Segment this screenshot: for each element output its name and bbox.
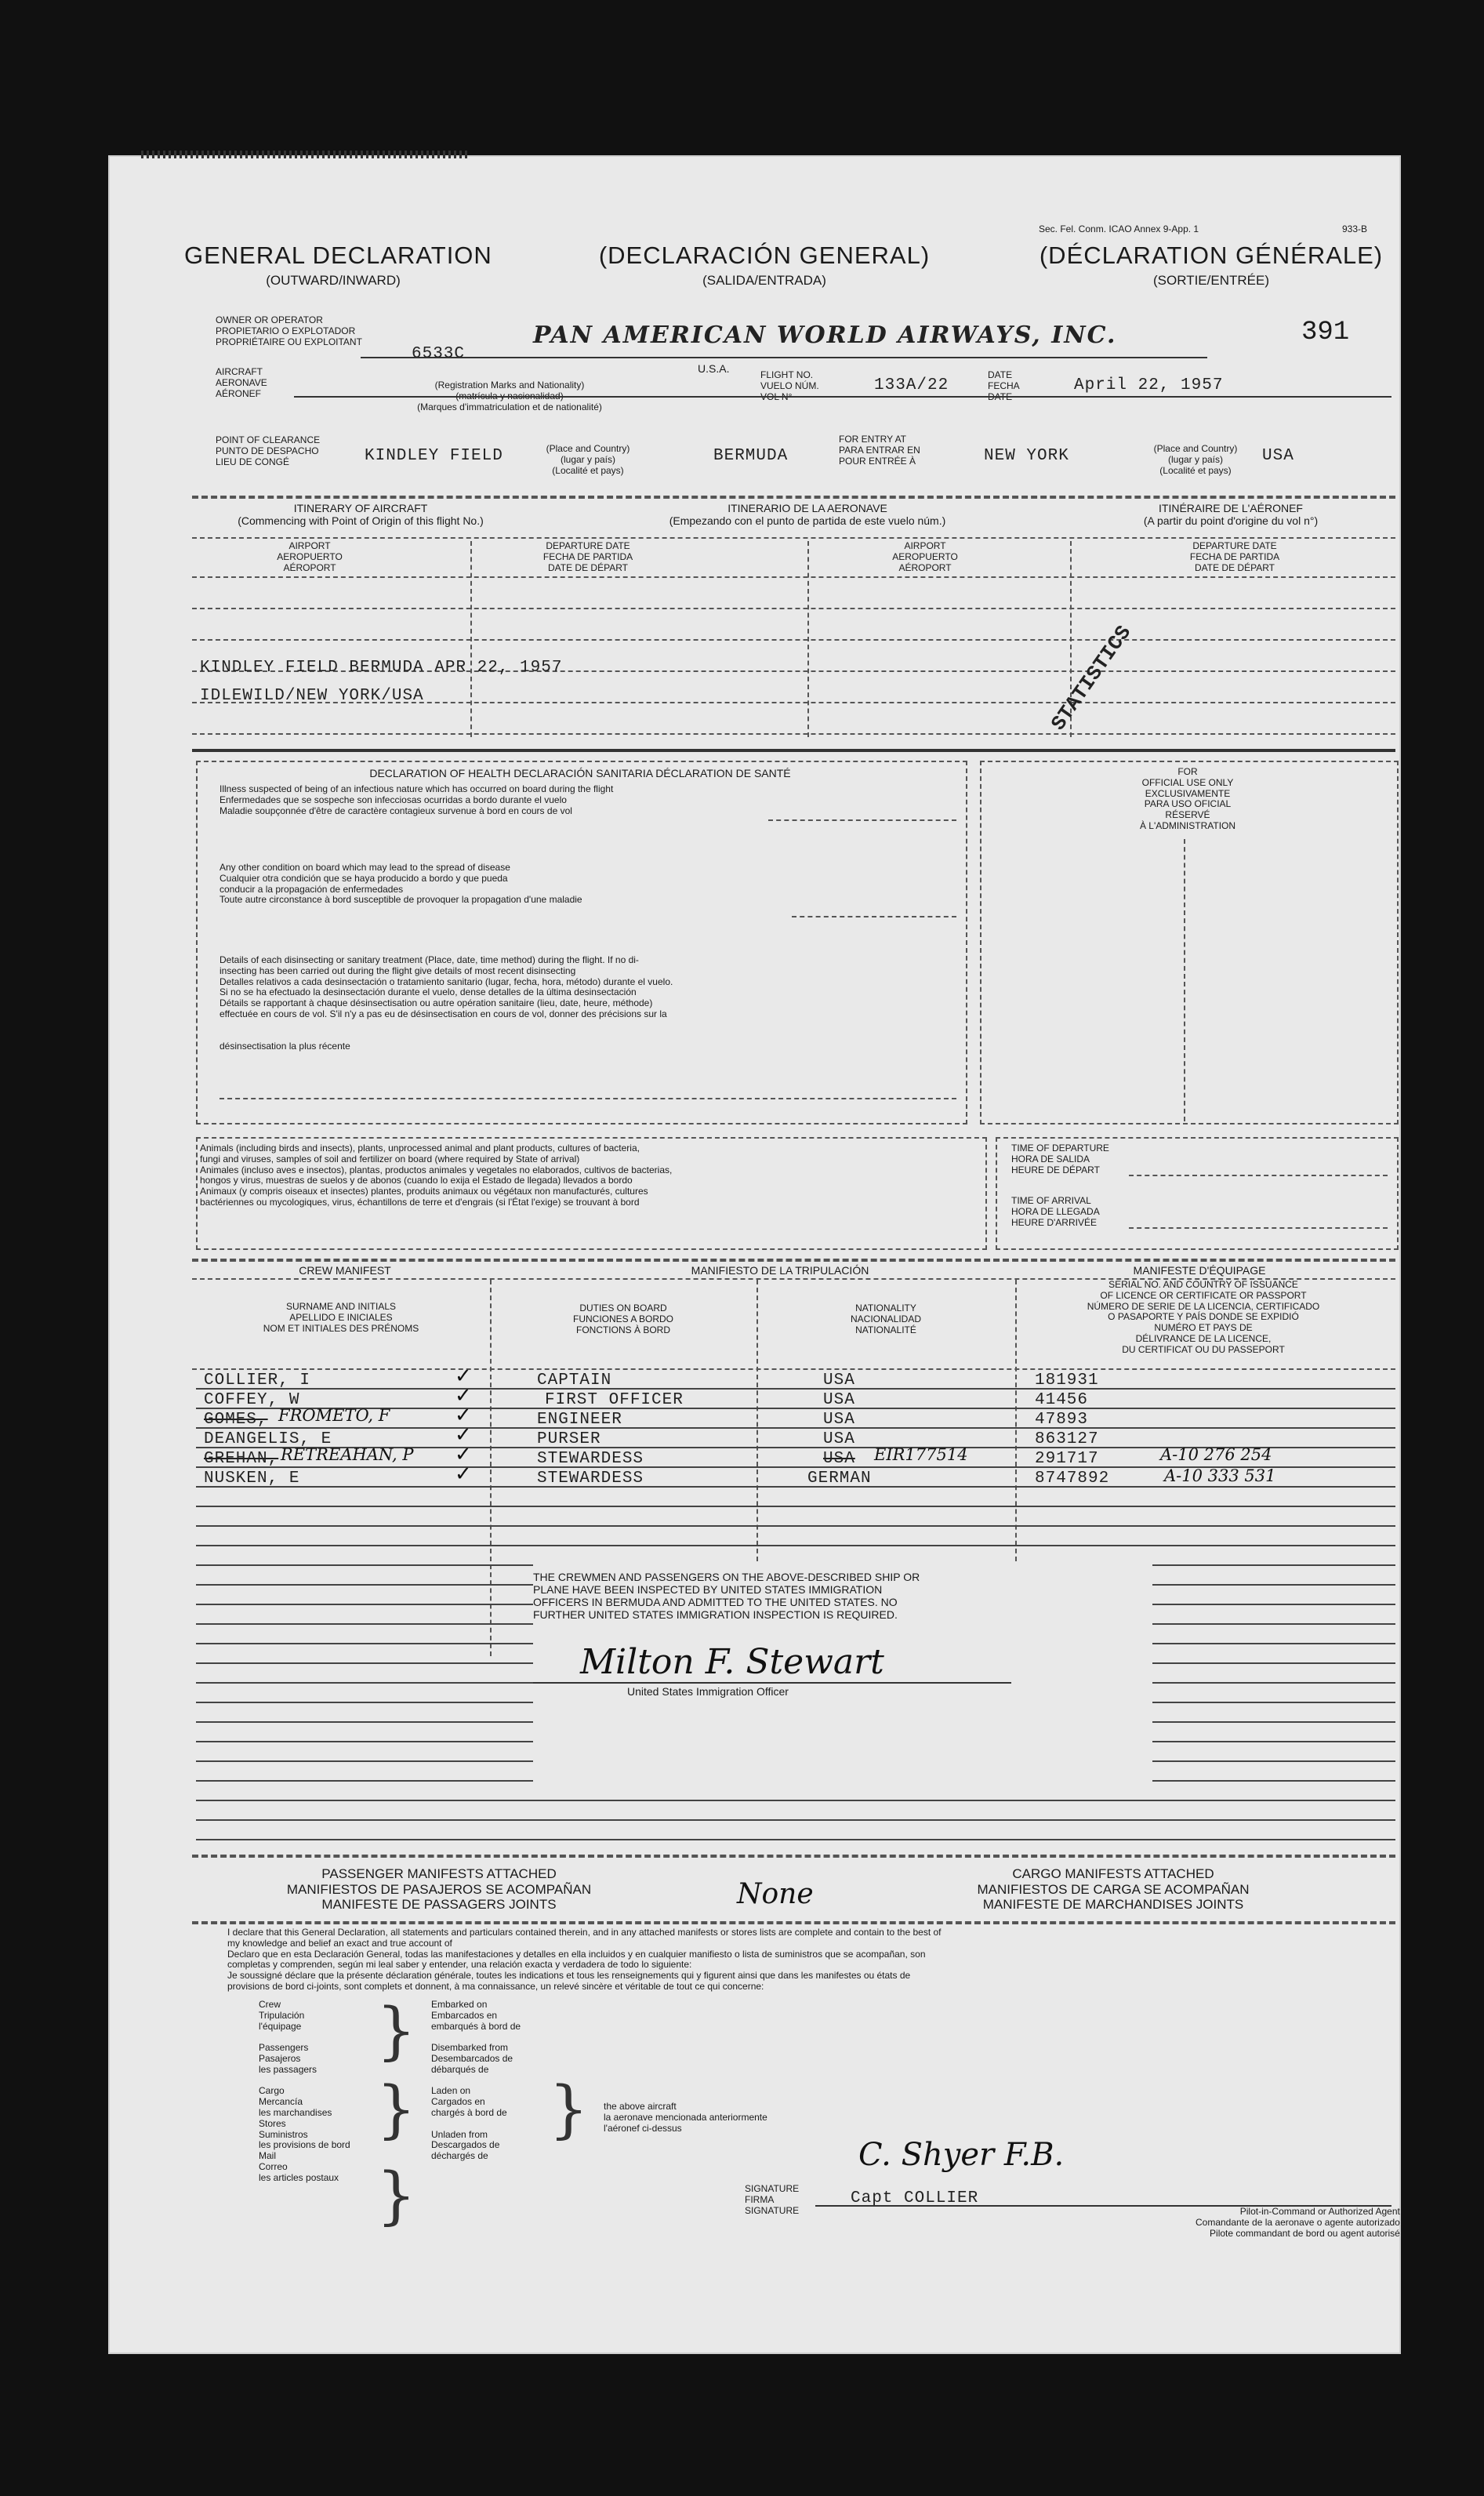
crew-title-fr: MANIFESTE D'ÉQUIPAGE xyxy=(1133,1264,1266,1277)
crew-name-handwritten: RETREAHAN, P xyxy=(281,1445,414,1464)
crew-col-name: SURNAME AND INITIALS APELLIDO E INICIALES NOM ET INITIALES DES PRÉNOMS xyxy=(263,1301,419,1334)
registration-note: (Registration Marks and Nationality) (matrícula y nacionalidad) (Marques d'immatriculation et de nationalité) xyxy=(417,380,602,412)
crew-nationality: USA xyxy=(823,1391,855,1409)
health-condition-text: Any other condition on board which may lead to the spread of disease Cualquier otra condición que se haya producido a bordo y que pueda conducir a la propagación de enfermedades Toute autre circonstance à bord susceptible de provoquer la propagation d'une maladie xyxy=(220,862,582,906)
check-mark-icon: ✓ xyxy=(455,1443,472,1466)
officer-signature-line xyxy=(533,1682,1011,1684)
crew-license: 863127 xyxy=(1035,1430,1099,1448)
health-treatment-text: Details of each disinsecting or sanitary treatment (Place, date, time method) during the flight. If no di- insecting has been carried out during the flight give details of most recent disinsecting Detalles relativos a cada desinsectación o tratamiento sanitario (lugar, fecha, hora, método) durante el vuelo. Si no se ha efectuado la desinsectación durante el vuelo, dense detalles de la última desinsectación Détails se rapportant à chaque désinsectisation ou autre opération sanitaire (lieu, date, heure, méthode) effectuée en cours de vol. S'il n'y a pas eu de désinsectisation en cours de vol, donner des précisions sur la xyxy=(220,954,673,1019)
immigration-text: THE CREWMEN AND PASSENGERS ON THE ABOVE-DESCRIBED SHIP OR PLANE HAVE BEEN INSPECTED BY UNITED STATES IMMIGRATION OFFICERS IN BERMUDA AND ADMITTED TO THE UNITED STATES. NO FURTHER UNITED STATES IMMIGRATION INSPECTION IS REQUIRED. xyxy=(533,1571,920,1622)
title-french-sub: (SORTIE/ENTRÉE) xyxy=(1153,273,1269,288)
date-label: DATE FECHA DATE xyxy=(988,369,1020,402)
check-mark-icon: ✓ xyxy=(455,1384,472,1408)
crew-license: 181931 xyxy=(1035,1372,1099,1390)
arrival-time-label: TIME OF ARRIVAL HORA DE LLEGADA HEURE D'ARRIVÉE xyxy=(1011,1195,1100,1228)
itinerary-col-airport-1: AIRPORT AEROPUERTO AÉROPORT xyxy=(277,540,343,573)
country-code: U.S.A. xyxy=(698,362,730,375)
title-spanish: (DECLARACIÓN GENERAL) xyxy=(598,242,931,269)
statistics-stamp: STATISTICS xyxy=(1047,621,1137,736)
immigration-stamp xyxy=(533,1564,1152,1792)
captain-signature: C. Shyer F.B. xyxy=(858,2137,1065,2173)
arrival-time-field xyxy=(1129,1227,1388,1229)
section-divider-health xyxy=(192,749,1395,752)
official-use-divider xyxy=(1184,839,1185,1121)
itinerary-entry-2: IDLEWILD/NEW YORK/USA xyxy=(200,687,424,705)
crew-name: COFFEY, W xyxy=(204,1391,300,1409)
crew-divider-1 xyxy=(490,1280,492,1656)
clearance-place-note: (Place and Country) (lugar y país) (Localité et pays) xyxy=(546,443,630,476)
owner-label: OWNER OR OPERATOR PROPIETARIO O EXPLOTADOR PROPRIÉTAIRE OU EXPLOITANT xyxy=(216,314,362,347)
departure-time-field xyxy=(1129,1175,1388,1176)
crew-row-line-7 xyxy=(196,1506,1395,1507)
entry-place: NEW YORK xyxy=(984,447,1069,465)
check-mark-icon: ✓ xyxy=(455,1364,472,1388)
crew-nationality-handwritten: EIR177514 xyxy=(874,1445,968,1464)
check-mark-icon: ✓ xyxy=(455,1462,472,1486)
crew-duty: STEWARDESS xyxy=(537,1470,644,1488)
cargo-manifests-label: CARGO MANIFESTS ATTACHED MANIFIESTOS DE CARGA SE ACOMPAÑAN MANIFESTE DE MARCHANDISES JOINTS xyxy=(977,1866,1250,1913)
crew-title-es: MANIFIESTO DE LA TRIPULACIÓN xyxy=(691,1264,869,1277)
check-mark-icon: ✓ xyxy=(455,1404,472,1427)
crew-columns-line xyxy=(192,1368,1395,1370)
crew-row-line-8 xyxy=(196,1525,1395,1527)
crew-license-handwritten: A-10 333 531 xyxy=(1164,1466,1276,1485)
form-number: 933-B xyxy=(1342,223,1368,234)
crew-license: 47893 xyxy=(1035,1411,1089,1429)
section-divider-manifests xyxy=(192,1855,1395,1858)
crew-license: 41456 xyxy=(1035,1391,1089,1409)
itinerary-col-departure-1: DEPARTURE DATE FECHA DE PARTIDA DATE DE DÉPART xyxy=(542,540,633,573)
crew-col-nationality: NATIONALITY NACIONALIDAD NATIONALITÉ xyxy=(850,1302,922,1335)
top-edge-marks xyxy=(141,151,470,158)
brace-icon: } xyxy=(549,2073,589,2145)
animals-text: Animals (including birds and insects), plants, unprocessed animal and plant products, cultures of bacteria, fungi and viruses, samples of soil and fertilizer on board (where required by State of arrival) Animales (incluso aves e insectos), plantas, productos animales y vegetales no elaborados, cultivos de bacterias, hongos y virus, muestras de suelos y de abonos (cuando lo exija el Estado de llegada) llevados a bordo Animaux (y compris oiseaux et insectes) plantes, produits animaux ou végétaux non manufacturés, cultures bactériennes ou mycologiques, virus, échantillons de terre et d'engrais (si l'État l'exige) se trouvant à bord xyxy=(200,1143,673,1208)
itinerary-header-line xyxy=(192,537,1395,539)
entry-label: FOR ENTRY AT PARA ENTRAR EN POUR ENTRÉE À xyxy=(839,434,920,467)
itinerary-line-a xyxy=(192,576,1395,578)
itinerary-title-es: ITINERARIO DE LA AERONAVE (Empezando con el punto de partida de este vuelo núm.) xyxy=(669,502,946,528)
title-english: GENERAL DECLARATION xyxy=(184,242,492,269)
health-illness-line xyxy=(768,819,956,821)
itinerary-col-departure-2: DEPARTURE DATE FECHA DE PARTIDA DATE DE DÉPART xyxy=(1189,540,1280,573)
itinerary-line-b xyxy=(192,608,1395,609)
crew-row-line-23 xyxy=(196,1819,1395,1821)
crew-duty: CAPTAIN xyxy=(537,1372,612,1390)
flight-number: 133A/22 xyxy=(874,376,949,394)
captain-name: Capt COLLIER xyxy=(851,2189,979,2207)
health-treatment-line xyxy=(220,1098,956,1099)
aircraft-label: AIRCRAFT AERONAVE AÉRONEF xyxy=(216,366,267,399)
entry-country: USA xyxy=(1262,447,1294,465)
health-illness-text: Illness suspected of being of an infectious nature which has occurred on board during the flight Enfermedades que se sospeche son infecciosas ocurridas a bordo durante el vuelo Maladie soupçonnée d'être de caractère contagieux survenue à bord en cours de vol xyxy=(220,783,614,816)
crew-col-license: SERIAL NO. AND COUNTRY OF ISSUANCE OF LICENCE OR CERTIFICATE OR PASSPORT NÚMERO DE SERIE DE LA LICENCIA, CERTIFICADO O PASAPORTE Y PAÍS DONDE SE EXPIDIÓ NUMÉRO ET PAYS DE DÉLIVRANCE DE LA LICENCE, DU CERTIFICAT OU DU PASSEPORT xyxy=(1087,1279,1320,1355)
passenger-manifests-value: None xyxy=(737,1878,814,1910)
itinerary-line-c xyxy=(192,639,1395,641)
crew-license: 8747892 xyxy=(1035,1470,1110,1488)
signature-label: SIGNATURE FIRMA SIGNATURE xyxy=(745,2183,800,2216)
passenger-manifests-label: PASSENGER MANIFESTS ATTACHED MANIFIESTOS DE PASAJEROS SE ACOMPAÑAN MANIFESTE DE PASSAGERS JOINTS xyxy=(286,1866,592,1913)
official-use-label: FOR OFFICIAL USE ONLY EXCLUSIVAMENTE PARA USO OFICIAL RÉSERVÉ À L'ADMINISTRATION xyxy=(1139,766,1236,831)
crew-col-duties: DUTIES ON BOARD FUNCIONES A BORDO FONCTIONS À BORD xyxy=(572,1302,674,1335)
crew-nationality: USA xyxy=(823,1450,855,1468)
crew-duty: PURSER xyxy=(537,1430,601,1448)
crew-title-en: CREW MANIFEST xyxy=(299,1264,391,1277)
brace-icon: } xyxy=(376,2159,416,2232)
clearance-country: BERMUDA xyxy=(713,447,789,465)
form-reference: Sec. Fel. Conm. ICAO Annex 9-App. 1 xyxy=(1039,223,1199,234)
flight-number-label: FLIGHT NO. VUELO NÚM. VOL N° xyxy=(760,369,819,402)
brace-icon: } xyxy=(376,2073,416,2145)
itinerary-col-airport-2: AIRPORT AEROPUERTO AÉROPORT xyxy=(892,540,958,573)
crew-row-line-9 xyxy=(196,1545,1395,1546)
flight-date: April 22, 1957 xyxy=(1074,376,1224,394)
declaration-action-list: Embarked on Embarcados en embarqués à bord de Disembarked from Desembarcados de débarqués de Laden on Cargados en chargés à bord de Unladen from Descargados de déchargés de xyxy=(431,1999,521,2162)
entry-place-note: (Place and Country) (lugar y país) (Localité et pays) xyxy=(1153,443,1238,476)
crew-duty: STEWARDESS xyxy=(537,1450,644,1468)
health-condition-line xyxy=(792,916,956,917)
crew-row-line-3 xyxy=(196,1427,1395,1429)
crew-license: 291717 xyxy=(1035,1450,1099,1468)
declaration-form xyxy=(110,157,1399,2352)
crew-name: DEANGELIS, E xyxy=(204,1430,332,1448)
crew-row-line-1 xyxy=(196,1388,1395,1390)
health-title: DECLARATION OF HEALTH DECLARACIÓN SANITARIA DÉCLARATION DE SANTÉ xyxy=(369,767,791,779)
clearance-label: POINT OF CLEARANCE PUNTO DE DESPACHO LIEU DE CONGÉ xyxy=(216,434,321,467)
crew-duty: FIRST OFFICER xyxy=(545,1391,684,1409)
crew-row-line-22 xyxy=(196,1800,1395,1801)
itinerary-title-en: ITINERARY OF AIRCRAFT (Commencing with Point of Origin of this flight No.) xyxy=(238,502,484,528)
aircraft-underline xyxy=(294,396,1391,398)
section-divider-itinerary xyxy=(192,496,1395,499)
brace-icon: } xyxy=(376,1994,416,2067)
aircraft-number: 6533C xyxy=(412,345,466,363)
section-divider-declaration xyxy=(192,1921,1395,1924)
title-spanish-sub: (SALIDA/ENTRADA) xyxy=(702,273,826,288)
crew-nationality: USA xyxy=(823,1430,855,1448)
crew-name: GOMES, xyxy=(204,1411,268,1429)
crew-license-handwritten: A-10 276 254 xyxy=(1160,1445,1272,1464)
itinerary-title-fr: ITINÉRAIRE DE L'AÉRONEF (A partir du point d'origine du vol n°) xyxy=(1143,502,1319,528)
departure-time-label: TIME OF DEPARTURE HORA DE SALIDA HEURE DE DÉPART xyxy=(1011,1143,1109,1175)
title-english-sub: (OUTWARD/INWARD) xyxy=(266,273,401,288)
health-recent-text: désinsectisation la plus récente xyxy=(220,1041,350,1052)
crew-duty: ENGINEER xyxy=(537,1411,622,1429)
itinerary-entry-1: KINDLEY FIELD BERMUDA APR 22, 1957 xyxy=(200,659,563,677)
itinerary-line-f xyxy=(192,733,1395,735)
page-number: 391 xyxy=(1301,318,1350,347)
title-french: (DÉCLARATION GÉNÉRALE) xyxy=(1039,242,1384,269)
declaration-aircraft-note: the above aircraft la aeronave mencionada anteriormente l'aéronef ci-dessus xyxy=(604,2101,767,2134)
crew-row-line-6 xyxy=(196,1486,1395,1488)
crew-name: COLLIER, I xyxy=(204,1372,311,1390)
check-mark-icon: ✓ xyxy=(455,1423,472,1447)
crew-nationality: GERMAN xyxy=(807,1470,872,1488)
crew-row-line-24 xyxy=(196,1839,1395,1840)
officer-title: United States Immigration Officer xyxy=(627,1685,789,1698)
clearance-place: KINDLEY FIELD xyxy=(365,447,503,465)
section-divider-crew xyxy=(192,1259,1395,1262)
crew-name: GREHAN, xyxy=(204,1450,279,1468)
crew-name: NUSKEN, E xyxy=(204,1470,300,1488)
officer-signature: Milton F. Stewart xyxy=(580,1642,884,1682)
declaration-text: I declare that this General Declaration, all statements and particulars contained therein, and in any attached manifests or stores lists are complete and contain to the best of my knowledge and belief an exact and true account of Declaro que en esta Declaración General, todas las manifestaciones y detalles en ella incluidos y en cualquier manifiesto o lista de suministros que se acompañan, son completas y comprenden, según mi leal saber y entender, una relación exacta y verdadera de todo lo siguiente: Je soussigné déclare que la présente déclaration générale, toutes les indications et tous les renseignements qui y figurent ainsi que dans les manifestes ou états de provisions de bord ci-joints, sont complets et donnent, à ma connaissance, un relevé sincère et véritable de tout ce qui concerne: xyxy=(227,1927,942,1992)
crew-nationality: USA xyxy=(823,1411,855,1429)
owner-underline xyxy=(361,357,1207,358)
airline-name: PAN AMERICAN WORLD AIRWAYS, INC. xyxy=(533,322,1117,349)
crew-nationality: USA xyxy=(823,1372,855,1390)
crew-name-handwritten: FROMETO, F xyxy=(278,1406,390,1425)
pilot-label: Pilot-in-Command or Authorized Agent Comandante de la aeronave o agente autorizado Pilote commandant de bord ou agent autorisé xyxy=(1196,2206,1400,2239)
declaration-category-list: Crew Tripulación l'équipage Passengers Pasajeros les passagers Cargo Mercancía les marchandises Stores Suministros les provisions de bord Mail Correo les articles postaux xyxy=(259,1999,350,2183)
